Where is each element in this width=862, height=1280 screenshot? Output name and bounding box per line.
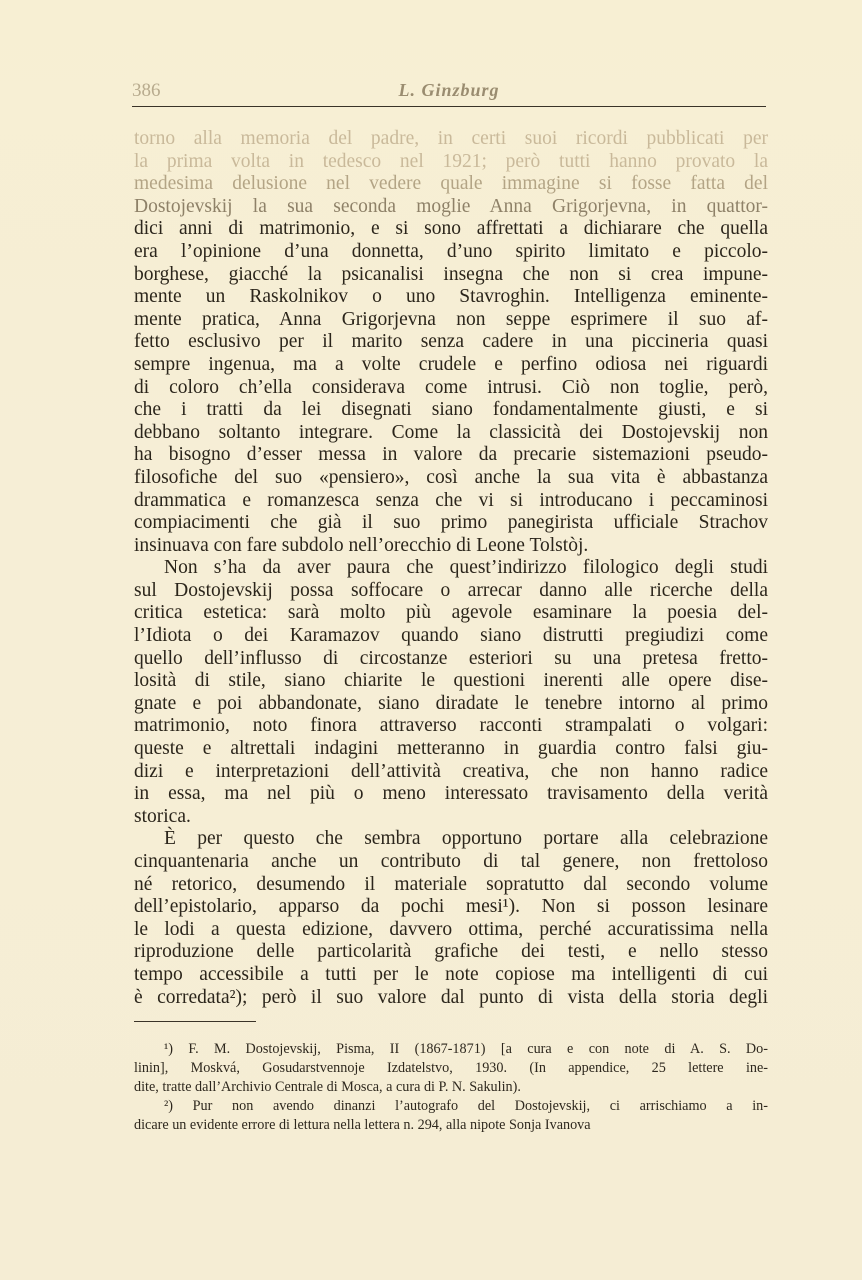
text-line: ha bisogno d’esser messa in valore da precarie sistemazioni pseudo- <box>134 444 768 466</box>
text-line: mente un Raskolnikov o uno Stavroghin. Intelligenza eminente- <box>134 286 768 308</box>
text-line: storica. <box>134 805 191 827</box>
text-line: filosofiche del suo «pensiero», così anche la sua vita è abbastanza <box>134 466 768 488</box>
footnote-line: linin], Moskvá, Gosudarstvennoje Izdatelstvo, 1930. (In appendice, 25 lettere ine- <box>134 1060 768 1076</box>
footnote-line: dicare un evidente errore di lettura nella lettera n. 294, alla nipote Sonja Ivanova <box>134 1117 591 1133</box>
text-line: dell’epistolario, apparso da pochi mesi¹). Non si posson lesinare <box>134 896 768 918</box>
text-line: gnate e poi abbandonate, siano diradate le tenebre intorno al primo <box>134 692 768 714</box>
text-line: cinquantenaria anche un contributo di tal genere, non frettoloso <box>134 851 768 872</box>
text-line: drammatica e romanzesca senza che vi si introducano i peccaminosi <box>134 489 768 511</box>
footnote-divider <box>134 1021 256 1022</box>
text-line: di coloro ch’ella considerava come intrusi. Ciò non toglie, però, <box>134 376 768 398</box>
text-line: critica estetica: sarà molto più agevole esaminare la poesia del- <box>134 602 768 624</box>
text-line: debbano soltanto integrare. Come la classicità dei Dostojevskij non <box>134 421 768 443</box>
text-line: sempre ingenua, ma a volte crudele e perfino odiosa nei riguardi <box>134 353 768 375</box>
footnote-line: ²) Pur non avendo dinanzi l’autografo del Dostojevskij, ci arrischiamo a in- <box>164 1098 768 1114</box>
text-line: riproduzione delle particolarità grafiche dei testi, e nello stesso <box>134 941 768 963</box>
text-line: torno alla memoria del padre, in certi suoi ricordi pubblicati per <box>134 128 768 149</box>
text-line: che i tratti da lei disegnati siano fondamentalmente giusti, e si <box>134 399 768 421</box>
text-line: borghese, giacché la psicanalisi insegna che non si crea impune- <box>134 263 768 285</box>
page-header <box>132 78 766 107</box>
page-number: 386 <box>132 80 161 101</box>
text-line: insinuava con fare subdolo nell’orecchio di Leone Tolstòj. <box>134 534 589 556</box>
footnote-line: dite, tratte dall’Archivio Centrale di Mosca, a cura di P. N. Sakulin). <box>134 1079 521 1095</box>
text-line: tempo accessibile a tutti per le note copiose ma intelligenti di cui <box>134 963 768 985</box>
text-line: È per questo che sembra opportuno portare alla celebrazione <box>164 828 768 850</box>
running-head: L. Ginzburg <box>398 80 500 100</box>
text-line: Non s’ha da aver paura che quest’indirizzo filologico degli studi <box>164 557 768 579</box>
text-line: dici anni di matrimonio, e si sono affrettati a dichiarare che quella <box>134 218 768 240</box>
body-text <box>134 128 768 1009</box>
text-line: la prima volta in tedesco nel 1921; però tutti hanno provato la <box>134 150 768 172</box>
text-line: quello dell’influsso di circostanze esteriori su una pretesa fretto- <box>134 647 768 669</box>
text-line: fetto esclusivo per il marito senza cadere in una piccineria quasi <box>134 331 768 353</box>
text-line: queste e altrettali indagini metteranno in guardia contro falsi giu- <box>134 738 768 760</box>
text-line: losità di stile, siano chiarite le questioni inerenti alle opere dise- <box>134 670 768 692</box>
text-line: l’Idiota o dei Karamazov quando siano distrutti pregiudizi come <box>134 625 768 647</box>
footnotes <box>134 1040 768 1135</box>
text-line: medesima delusione nel vedere quale immagine si fosse fatta del <box>134 173 768 195</box>
footnote-line: ¹) F. M. Dostojevskij, Pisma, II (1867-1871) [a cura e con note di A. S. Do- <box>164 1041 768 1057</box>
text-line: era l’opinione d’una donnetta, d’uno spirito limitato e piccolo- <box>134 240 768 262</box>
text-line: sul Dostojevskij possa soffocare o arrecar danno alle ricerche della <box>134 579 768 601</box>
text-line: in essa, ma nel più o meno interessato travisamento della verità <box>134 783 768 805</box>
text-line: matrimonio, noto finora attraverso racconti strampalati o volgari: <box>134 715 768 737</box>
text-line: compiacimenti che già il suo primo panegirista ufficiale Strachov <box>134 512 768 534</box>
text-line: né retorico, desumendo il materiale sopratutto dal secondo volume <box>134 873 768 895</box>
text-line: è corredata²); però il suo valore dal punto di vista della storia degli <box>134 986 768 1008</box>
text-line: le lodi a questa edizione, davvero ottima, perché accuratissima nella <box>134 918 768 940</box>
text-line: mente pratica, Anna Grigorjevna non seppe esprimere il suo af- <box>134 308 768 330</box>
text-line: Dostojevskij la sua seconda moglie Anna Grigorjevna, in quattor- <box>134 195 768 217</box>
text-line: dizi e interpretazioni dell’attività creativa, che non hanno radice <box>134 760 768 782</box>
